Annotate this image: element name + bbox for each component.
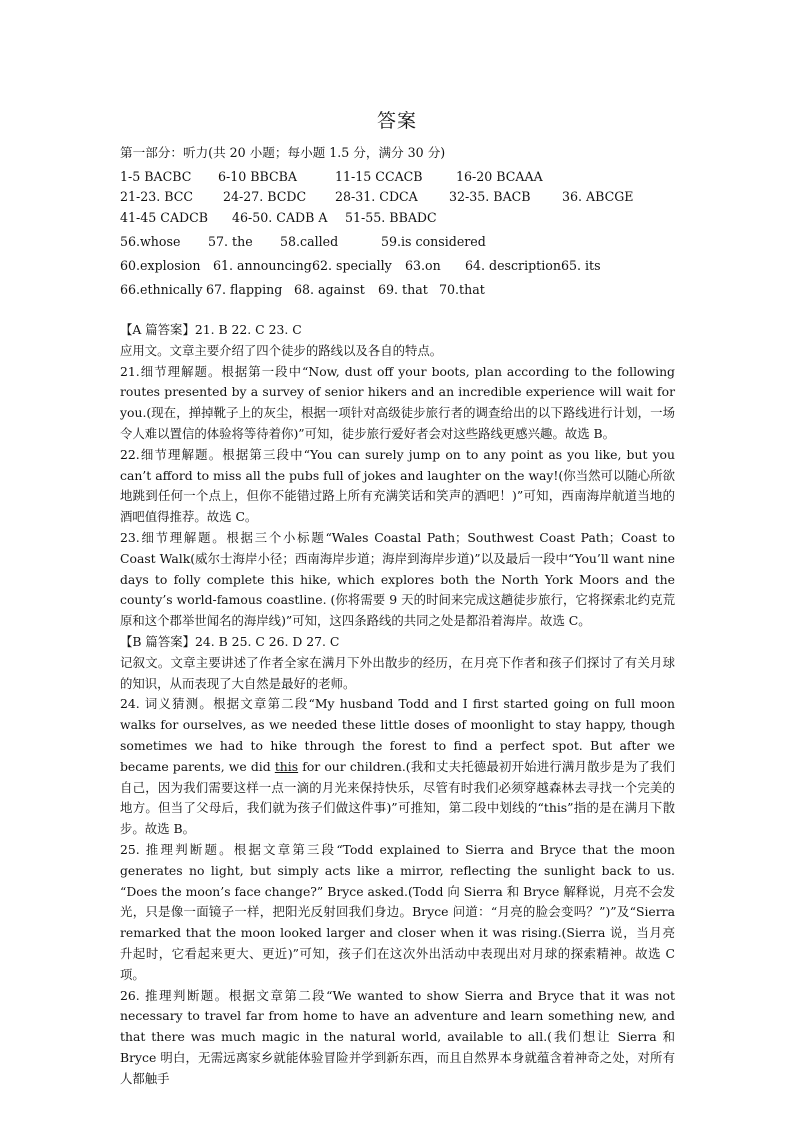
answer-cell: 32-35. BACB <box>449 189 531 204</box>
explanation-26: 26. 推理判断题。根据文章第二段“We wanted to show Sierra and Bryce that it was not necessary to travel far from home to have an adventure and learn something new, and that there was much magic in the natural world, available to all.(我们想让 Sierra 和 Bryce 明白，无需远离家乡就能体验冒险并学到新东西，而且自然界本身就蕴含着神奇之处，对所有人都触手 <box>120 987 675 1086</box>
answer-cell: 36. ABCGE <box>562 189 634 204</box>
answer-cell: 6-10 BBCBA <box>218 169 298 184</box>
explanation-21: 21.细节理解题。根据第一段中“Now, dust off your boots, plan according to the following routes presented by a survey of senior hikers and an incredible experience will wait for you.(现在，掸掉靴子上的灰尘，根据一项针对高级徒步旅行者的调查给出的以下路线进行计划，一场令人难以置信的体验将等待着你)”可知，徒步旅行爱好者会对这些路线更感兴趣。故选 B。 <box>120 363 675 441</box>
answer-cell: 69. that <box>378 282 428 297</box>
section-b-summary: 记叙文。文章主要讲述了作者全家在满月下外出散步的经历，在月亮下作者和孩子们探讨了有关月球的知识，从而表现了大自然是最好的老师。 <box>120 654 675 691</box>
answer-cell: 62. specially <box>312 258 392 273</box>
answer-cell: 61. announcing <box>213 258 312 273</box>
answer-cell: 11-15 CCACB <box>335 169 423 184</box>
answer-cell: 66.ethnically <box>120 282 203 297</box>
explanation-24 <box>120 694 675 840</box>
explanation-24-part1: 24. 词义猜测。根据文章第二段“My husband Todd and I first started going on full moon walks for ourselves, as we needed these little doses of moonlight to stay happy, though sometimes we had to hike through the forest to find a perfect spot. But after we became parents, we did <box>120 696 675 774</box>
answer-cell: 56.whose <box>120 234 181 249</box>
answer-cell: 70.that <box>439 282 485 297</box>
answer-cell: 59.is considered <box>381 234 486 249</box>
answer-cell: 58.called <box>280 234 339 249</box>
explanation-25: 25. 推理判断题。根据文章第三段“Todd explained to Sierra and Bryce that the moon generates no light, but simply acts like a mirror, reflecting the sunlight back to us. “Does the moon’s face change?” Bryce asked.(Todd 向 Sierra 和 Bryce 解释说，月亮不会发光，只是像一面镜子一样，把阳光反射回我们身边。Bryce 问道：“月亮的脸会变吗？”)”及“Sierra remarked that the moon looked larger and closer when it was rising.(Sierra 说，当月亮升起时，它看起来更大、更近)”可知，孩子们在这次外出活动中表现出对月球的探索精神。故选 C 项。 <box>120 841 675 982</box>
answer-cell: 67. flapping <box>206 282 283 297</box>
answer-cell: 16-20 BCAAA <box>456 169 543 184</box>
section-b-answers: 【B 篇答案】24. B 25. C 26. D 27. C <box>120 633 340 649</box>
explanation-body <box>120 320 675 1089</box>
answer-cell: 1-5 BACBC <box>120 169 192 184</box>
page-title: 答案 <box>376 110 417 132</box>
answer-cell: 68. against <box>294 282 365 297</box>
explanation-24-part2: for our children.(我和丈夫托德最初开始进行满月散步是为了我们自己，因为我们需要这样一点一滴的月光来保持快乐，尽管有时我们必须穿越森林去寻找一个完美的地方。但当了父母后，我们就为孩子们做这件事)”可推知，第二段中划线的“this”指的是在满月下散步。故选 B。 <box>120 758 675 837</box>
answer-cell: 41-45 CADCB <box>120 210 209 225</box>
answer-cell: 60.explosion <box>120 258 201 273</box>
section-a-summary: 应用文。文章主要介绍了四个徒步的路线以及各自的特点。 <box>120 342 443 358</box>
underlined-word: this <box>274 758 299 774</box>
answer-cell: 51-55. BBADC <box>345 210 437 225</box>
answer-cell: 65. its <box>561 258 601 273</box>
answer-cell: 28-31. CDCA <box>335 189 418 204</box>
answer-cell: 46-50. CADB A <box>232 210 328 225</box>
explanation-22: 22.细节理解题。根据第三段中“You can surely jump on to any point as you like, but you can’t afford to miss all the pubs full of jokes and laughter on the way!(你当然可以随心所欲地跳到任何一个点上，但你不能错过路上所有充满笑话和笑声的酒吧！)”可知，西南海岸航道当地的酒吧值得推荐。故选 C。 <box>120 446 675 525</box>
part1-header: 第一部分：听力(共 20 小题；每小题 1.5 分，满分 30 分) <box>120 145 446 160</box>
answer-cell: 64. description <box>465 258 561 273</box>
answer-cell: 24-27. BCDC <box>223 189 307 204</box>
answer-cell: 63.on <box>405 258 441 273</box>
answer-cell: 21-23. BCC <box>120 189 194 204</box>
answer-cell: 57. the <box>208 234 253 249</box>
explanation-23: 23.细节理解题。根据三个小标题“Wales Coastal Path；Southwest Coast Path；Coast to Coast Walk(威尔士海岸小径；西南海岸步道；海岸到海岸步道)”以及最后一段中“You’ll want nine days to folly complete this hike, which explores both the North York Moors and the county’s world-famous coastline. (你将需要 9 天的时间来完成这趟徒步旅行，它将探索北约克荒原和这个郡举世闻名的海岸线)”可知，这四条路线的共同之处是都沿着海岸。故选 C。 <box>120 529 675 629</box>
section-a-answers: 【A 篇答案】21. B 22. C 23. C <box>120 322 302 337</box>
